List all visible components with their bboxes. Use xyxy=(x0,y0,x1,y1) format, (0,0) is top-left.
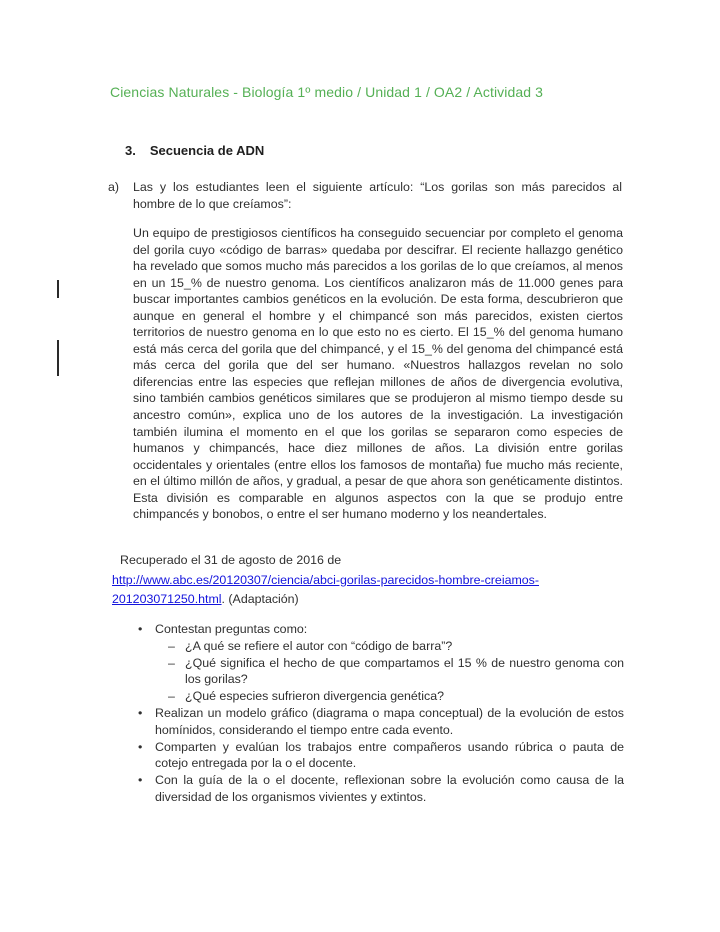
section-number: 3. xyxy=(125,143,136,158)
question-text: ¿A qué se refiere el autor con “código de barra”? xyxy=(185,638,453,653)
bullet-marker: • xyxy=(138,739,143,754)
breadcrumb: Ciencias Naturales - Biología 1º medio / Unidad 1 / OA2 / Actividad 3 xyxy=(110,84,544,100)
dash-marker: – xyxy=(168,638,175,653)
activity-text: Realizan un modelo gráfico (diagrama o mapa conceptual) de la evolución de estos homínidos, considerando el tiempo entre cada evento. xyxy=(155,705,624,737)
activity-text: Contestan preguntas como: xyxy=(155,622,308,636)
list-item-a xyxy=(108,179,624,212)
bullet-marker: • xyxy=(138,773,143,788)
dash-marker: – xyxy=(168,689,175,704)
question-item xyxy=(138,638,624,655)
activity-text: Comparten y evalúan los trabajos entre compañeros usando rúbrica o pauta de cotejo entregada por la o el docente. xyxy=(155,739,624,771)
source-date-line: Recuperado el 31 de agosto de 2016 de xyxy=(120,553,342,567)
item-a-marker: a) xyxy=(108,180,120,194)
activity-item xyxy=(138,772,624,806)
bullet-marker: • xyxy=(138,622,143,636)
section-title: Secuencia de ADN xyxy=(149,143,265,158)
dash-marker: – xyxy=(168,655,175,670)
article-paragraph: Un equipo de prestigiosos científicos ha conseguido secuenciar por completo el genoma del gorila cuyo «código de barras» quedaba por descifrar. El reciente hallazgo genético ha revelado que somos mucho más parecidos a los gorilas de lo que creíamos, al menos en un 15_% de nuestro genoma. Los científicos analizaron más de 11.000 genes para buscar importantes cambios genéticos en la evolución. De esta forma, descubrieron que aunque en general el hombre y el chimpancé son más parecidos, existen ciertos territorios de nuestro genoma en lo que esto no es cierto. El 15_% del genoma humano está más cerca del gorila que del chimpancé, y el 15_% del genoma del chimpancé está más cerca del gorila que del ser humano. «Nuestros hallazgos revelan no solo diferencias entre las especies que reflejan millones de años de divergencia evolutiva, sino también cambios genéticos similares que se produjeron al mismo tiempo desde su ancestro común», explica uno de los autores de la investigación. La investigación también ilumina el momento en el que los gorilas se separaron como especies de humanos y chimpancés, hace diez millones de años. La división entre gorilas occidentales y orientales (entre ellos los famosos de montaña) fue mucho más reciente, en el último millón de años, y gradual, a pesar de que ahora son genéticamente distintos. Esta división es comparable en algunos aspectos con la que se produjo entre chimpancés y bonobos, o entre el ser humano moderno y los neandertales. xyxy=(133,226,623,522)
margin-change-bar xyxy=(57,280,59,298)
source-hyperlink[interactable]: http://www.abc.es/20120307/ciencia/abci-gorilas-parecidos-hombre-creiamos-201203071250.html xyxy=(112,572,539,606)
bullet-marker: • xyxy=(138,705,143,720)
source-link-line xyxy=(112,571,628,610)
question-text: ¿Qué significa el hecho de que compartamos el 15 % de nuestro genoma con los gorilas? xyxy=(185,655,624,687)
question-item xyxy=(138,655,624,689)
source-reference xyxy=(112,551,628,610)
question-text: ¿Qué especies sufrieron divergencia genética? xyxy=(185,689,444,704)
item-a-text: Las y los estudiantes leen el siguiente artículo: “Los gorilas son más parecidos al hombre de lo que creíamos”: xyxy=(133,180,622,211)
activity-item xyxy=(138,739,624,773)
source-suffix: . (Adaptación) xyxy=(221,592,299,606)
question-item xyxy=(138,688,624,705)
activity-text: Con la guía de la o el docente, reflexionan sobre la evolución como causa de la diversidad de los organismos vivientes y extintos. xyxy=(155,773,624,804)
activities-list xyxy=(138,621,624,806)
section-heading xyxy=(125,143,264,158)
activity-item xyxy=(138,705,624,739)
activity-item xyxy=(138,621,624,638)
margin-change-bar xyxy=(57,340,59,376)
